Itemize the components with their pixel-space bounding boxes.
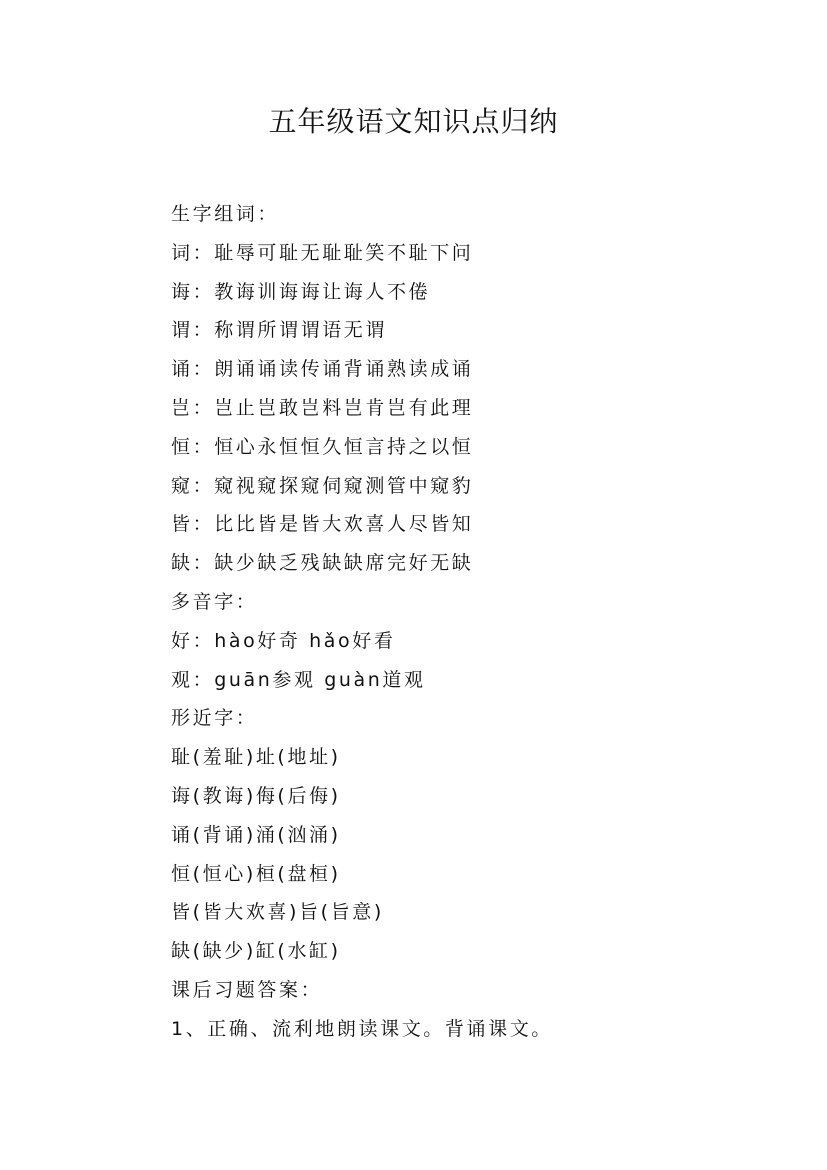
vocab-line: 恒：恒心永恒恒久恒言持之以恒 bbox=[171, 435, 474, 458]
section-heading-exercise-answers: 课后习题答案： bbox=[171, 978, 323, 1001]
vocab-line: 谓：称谓所谓谓语无谓 bbox=[171, 319, 388, 342]
vocab-line: 缺：缺少缺乏残缺缺席完好无缺 bbox=[171, 552, 474, 575]
exercise-answer-line: 1、正确、流利地朗读课文。背诵课文。 bbox=[171, 1017, 553, 1040]
vocab-line: 岂：岂止岂敢岂料岂肯岂有此理 bbox=[171, 396, 474, 419]
similar-character-line: 恒(恒心)桓(盘桓) bbox=[171, 862, 341, 885]
document-body bbox=[171, 195, 731, 1049]
vocab-line: 诵：朗诵诵读传诵背诵熟读成诵 bbox=[171, 358, 474, 381]
similar-character-line: 诲(教诲)侮(后侮) bbox=[171, 784, 341, 807]
vocab-line: 诲：教诲训诲诲让诲人不倦 bbox=[171, 280, 431, 303]
similar-character-line: 耻(羞耻)址(地址) bbox=[171, 746, 341, 769]
similar-character-line: 诵(背诵)涌(汹涌) bbox=[171, 823, 341, 846]
polyphone-line: 观：guān参观 guàn道观 bbox=[171, 668, 426, 691]
polyphone-line: 好：hào好奇 hǎo好看 bbox=[171, 629, 396, 652]
similar-character-line: 缺(缺少)缸(水缸) bbox=[171, 940, 341, 963]
section-heading-polyphones: 多音字： bbox=[171, 590, 258, 613]
section-heading-vocabulary: 生字组词： bbox=[171, 203, 280, 225]
vocab-line: 窥：窥视窥探窥伺窥测管中窥豹 bbox=[171, 474, 474, 497]
vocab-line: 词：耻辱可耻无耻耻笑不耻下问 bbox=[171, 241, 474, 264]
document-title: 五年级语文知识点归纳 bbox=[268, 105, 559, 138]
similar-character-line: 皆(皆大欢喜)旨(旨意) bbox=[171, 901, 384, 924]
section-heading-similar-characters: 形近字： bbox=[171, 707, 258, 730]
vocab-line: 皆：比比皆是皆大欢喜人尽皆知 bbox=[171, 513, 474, 536]
